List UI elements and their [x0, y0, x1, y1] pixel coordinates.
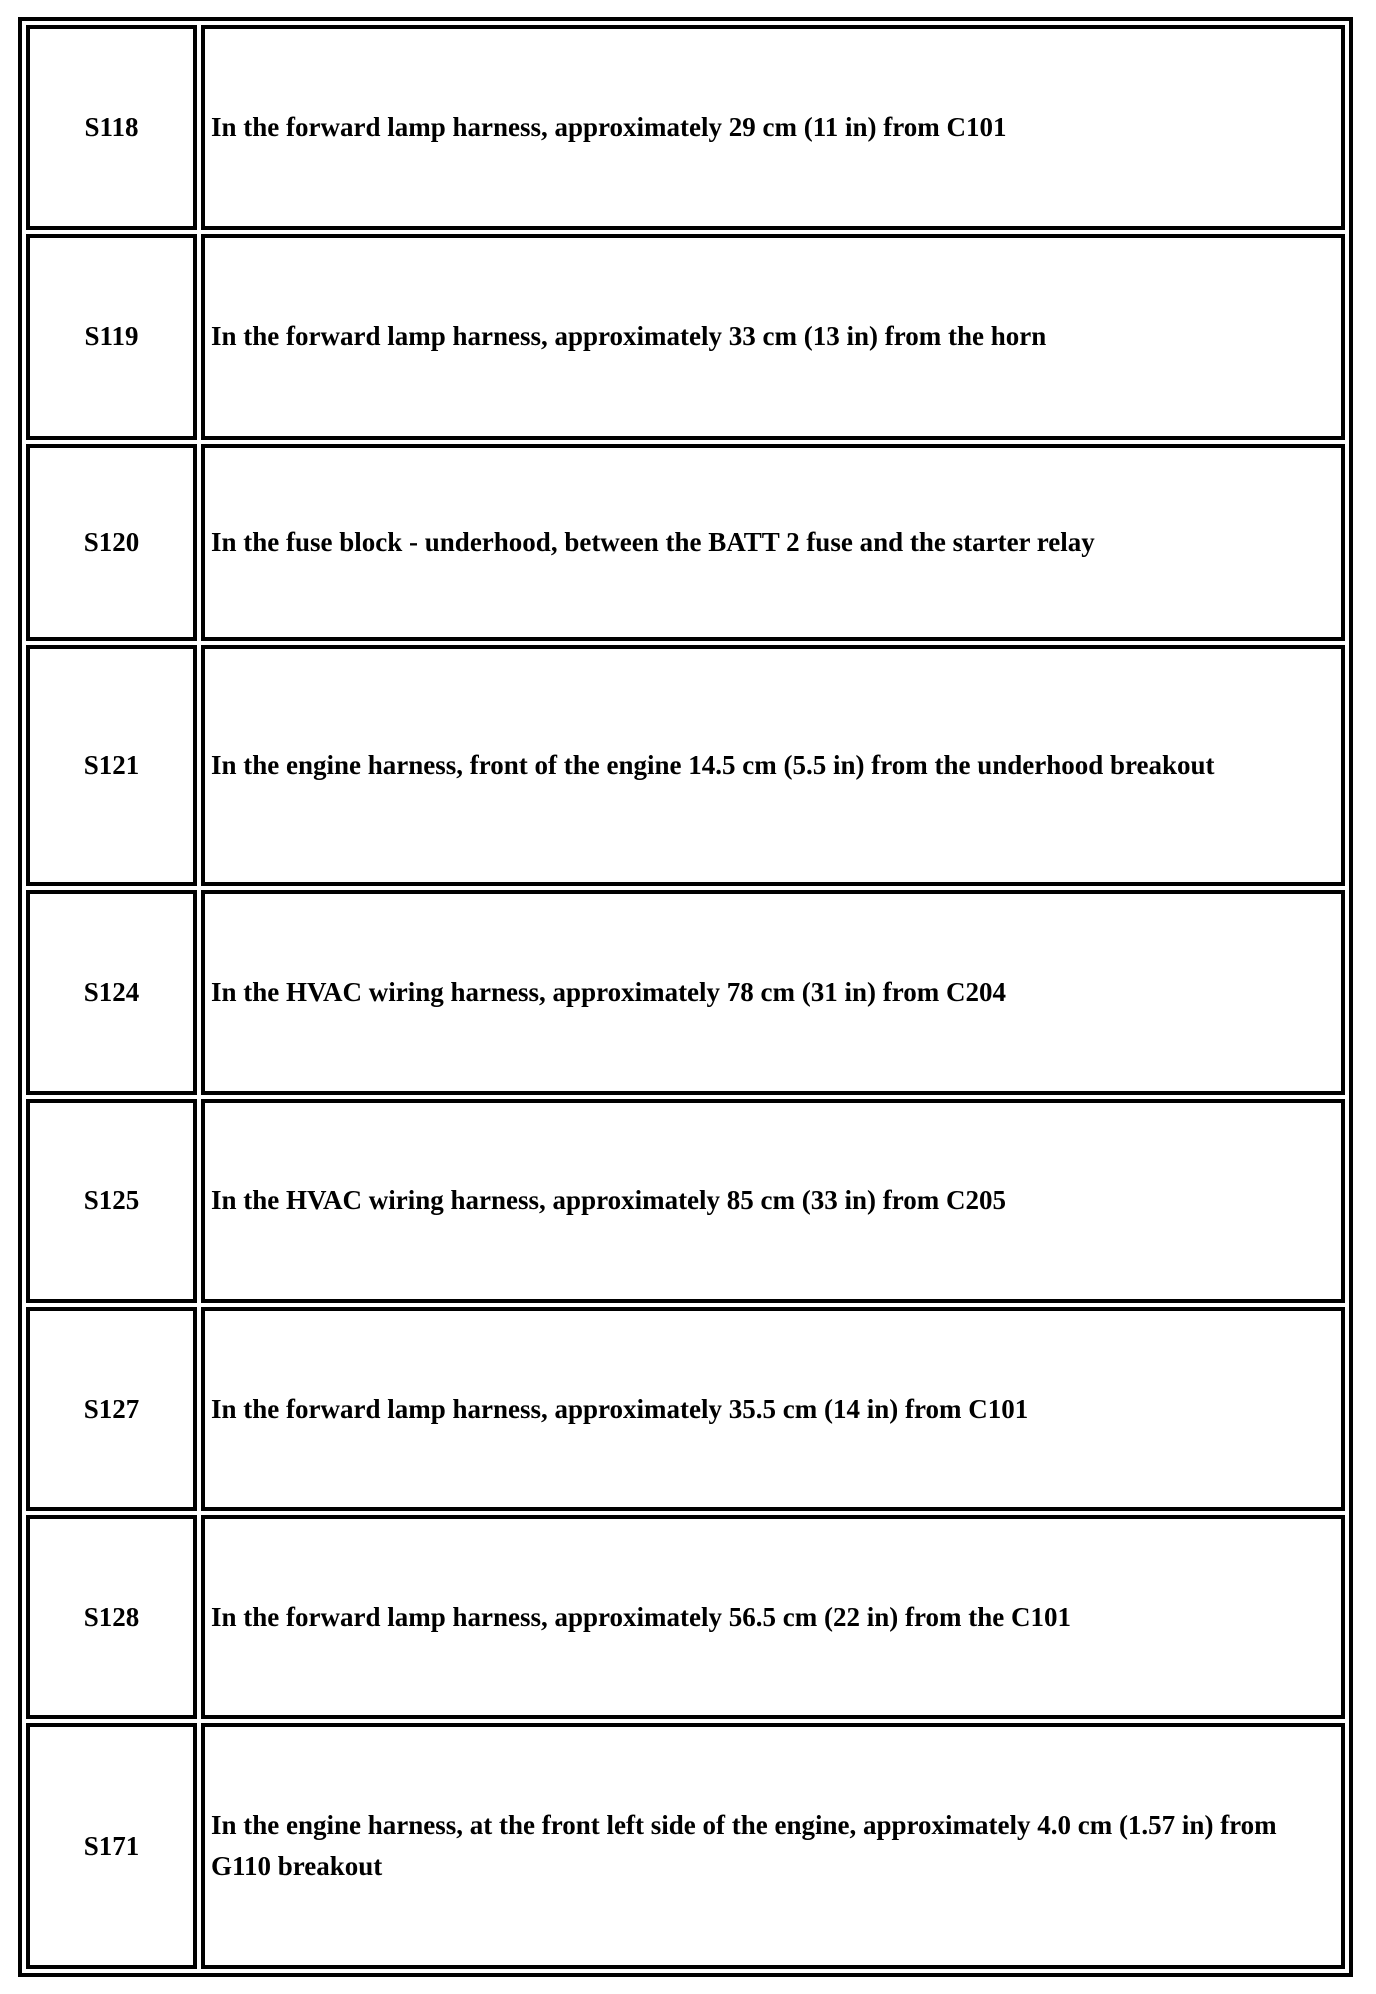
table-row: [26, 444, 1345, 641]
table-row: [26, 645, 1345, 887]
splice-location-cell: In the HVAC wiring harness, approximately 78 cm (31 in) from C204: [201, 890, 1345, 1094]
splice-id-cell: S119: [26, 234, 197, 439]
splice-location-cell: In the forward lamp harness, approximately 35.5 cm (14 in) from C101: [201, 1307, 1345, 1511]
splice-location-table: [18, 17, 1353, 1977]
splice-id-cell: S128: [26, 1515, 197, 1719]
splice-location-cell: In the forward lamp harness, approximately 29 cm (11 in) from C101: [201, 25, 1345, 230]
table-row: [26, 1515, 1345, 1719]
splice-id-cell: S124: [26, 890, 197, 1094]
table-row: [26, 1099, 1345, 1303]
splice-location-cell: In the forward lamp harness, approximately 56.5 cm (22 in) from the C101: [201, 1515, 1345, 1719]
table-row: [26, 25, 1345, 230]
table-row: [26, 1307, 1345, 1511]
splice-id-cell: S118: [26, 25, 197, 230]
splice-location-cell: In the engine harness, at the front left side of the engine, approximately 4.0 cm (1.57 in) from G110 breakout: [201, 1723, 1345, 1969]
splice-id-cell: S125: [26, 1099, 197, 1303]
table-row: [26, 890, 1345, 1094]
splice-location-cell: In the forward lamp harness, approximately 33 cm (13 in) from the horn: [201, 234, 1345, 439]
splice-id-cell: S171: [26, 1723, 197, 1969]
splice-id-cell: S121: [26, 645, 197, 887]
splice-id-cell: S127: [26, 1307, 197, 1511]
splice-location-cell: In the engine harness, front of the engine 14.5 cm (5.5 in) from the underhood breakout: [201, 645, 1345, 887]
splice-location-cell: In the HVAC wiring harness, approximately 85 cm (33 in) from C205: [201, 1099, 1345, 1303]
splice-location-cell: In the fuse block - underhood, between the BATT 2 fuse and the starter relay: [201, 444, 1345, 641]
table-row: [26, 1723, 1345, 1969]
splice-id-cell: S120: [26, 444, 197, 641]
table-row: [26, 234, 1345, 439]
